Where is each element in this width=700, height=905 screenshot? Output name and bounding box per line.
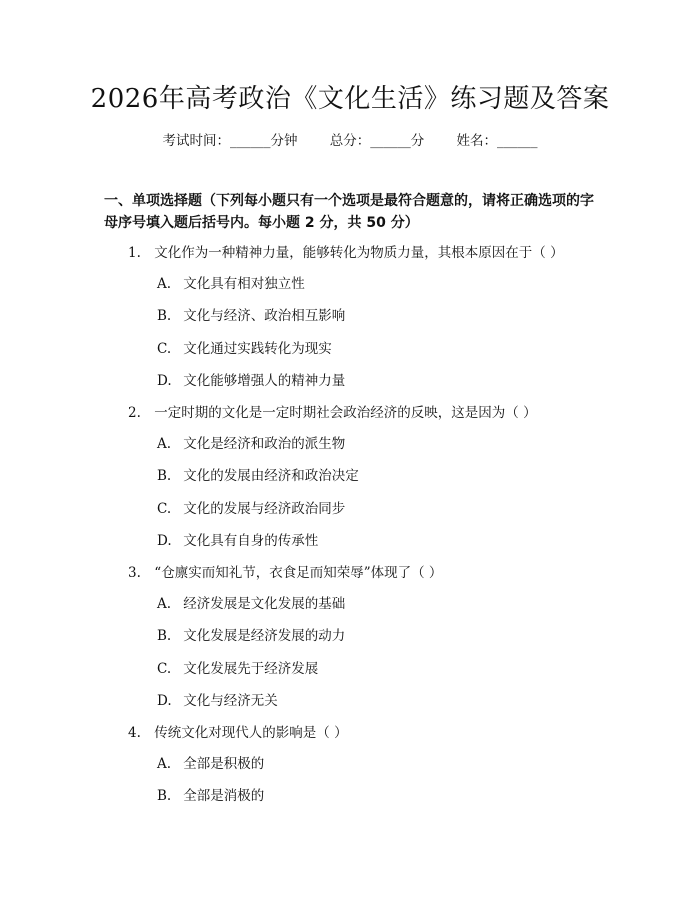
option-letter: B. <box>157 308 172 324</box>
question-3 <box>128 563 442 583</box>
exam-meta-line <box>0 131 700 151</box>
question-number: 4. <box>128 725 141 741</box>
option-letter: B. <box>157 468 172 484</box>
option-4b <box>157 786 264 806</box>
option-letter: C. <box>157 661 172 677</box>
option-4a <box>157 754 264 774</box>
option-letter: A. <box>157 596 172 612</box>
option-text: 文化能够增强人的精神力量 <box>183 373 346 389</box>
exam-time-field: 考试时间：______分钟 <box>162 133 298 149</box>
option-text: 文化的发展由经济和政治决定 <box>183 468 359 484</box>
option-3b <box>157 626 345 646</box>
section-heading: 一、单项选择题（下列每小题只有一个选项是最符合题意的，请将正确选项的字母序号填入题后括号内。每小题 2 分，共 50 分） <box>104 193 594 231</box>
student-name-field: 姓名：______ <box>456 133 538 149</box>
option-letter: B. <box>157 788 172 804</box>
option-2a <box>157 434 345 454</box>
question-text: 一定时期的文化是一定时期社会政治经济的反映，这是因为（ ） <box>154 405 537 421</box>
option-text: 文化通过实践转化为现实 <box>183 341 332 357</box>
option-text: 全部是积极的 <box>183 756 265 772</box>
option-letter: D. <box>157 373 172 389</box>
option-text: 文化具有自身的传承性 <box>183 533 319 549</box>
question-number: 2. <box>128 405 141 421</box>
document-title: 2026年高考政治《文化生活》练习题及答案 <box>90 84 610 114</box>
option-text: 文化具有相对独立性 <box>183 276 305 292</box>
option-2c <box>157 499 345 519</box>
option-letter: B. <box>157 628 172 644</box>
option-text: 经济发展是文化发展的基础 <box>183 596 346 612</box>
option-3d <box>157 691 278 711</box>
question-text: “仓廪实而知礼节，衣食足而知荣辱”体现了（ ） <box>154 565 443 581</box>
question-4 <box>128 723 348 743</box>
option-letter: A. <box>157 276 172 292</box>
option-letter: C. <box>157 501 172 517</box>
option-3a <box>157 594 345 614</box>
option-text: 文化的发展与经济政治同步 <box>183 501 346 517</box>
question-text: 文化作为一种精神力量，能够转化为物质力量，其根本原因在于（ ） <box>154 245 564 261</box>
option-letter: D. <box>157 693 172 709</box>
question-2 <box>128 403 537 423</box>
option-text: 文化发展是经济发展的动力 <box>183 628 346 644</box>
question-text: 传统文化对现代人的影响是（ ） <box>154 725 348 741</box>
question-1 <box>128 243 564 263</box>
option-letter: D. <box>157 533 172 549</box>
option-text: 文化与经济、政治相互影响 <box>183 308 346 324</box>
option-1c <box>157 339 332 359</box>
option-3c <box>157 659 318 679</box>
question-number: 1. <box>128 245 141 261</box>
option-letter: C. <box>157 341 172 357</box>
option-text: 文化与经济无关 <box>183 693 278 709</box>
option-letter: A. <box>157 436 172 452</box>
question-number: 3. <box>128 565 141 581</box>
option-2b <box>157 466 359 486</box>
option-2d <box>157 531 318 551</box>
option-1b <box>157 306 345 326</box>
option-text: 文化发展先于经济发展 <box>183 661 319 677</box>
option-1d <box>157 371 345 391</box>
option-letter: A. <box>157 756 172 772</box>
option-text: 全部是消极的 <box>183 788 265 804</box>
option-1a <box>157 274 305 294</box>
option-text: 文化是经济和政治的派生物 <box>183 436 346 452</box>
total-score-field: 总分：______分 <box>329 133 425 149</box>
